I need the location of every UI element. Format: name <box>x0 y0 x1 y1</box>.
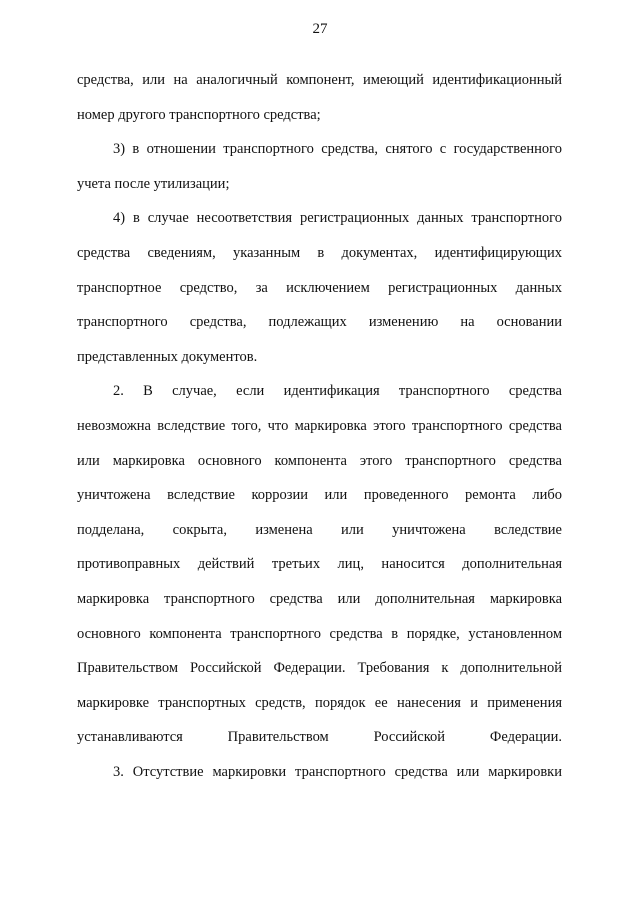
text-line: маркировка транспортного средства или дополнительная маркировка <box>77 590 562 607</box>
text-line: транспортное средство, за исключением регистрационных данных <box>77 279 562 296</box>
text-line: средства сведениям, указанным в документах, идентифицирующих <box>77 244 562 261</box>
text-line: устанавливаются Правительством Российской Федерации. <box>77 729 562 746</box>
text-line: подделана, сокрыта, изменена или уничтожена вследствие <box>77 521 562 538</box>
text-line: средства, или на аналогичный компонент, имеющий идентификационный <box>77 72 562 88</box>
text-line: учета после утилизации; <box>77 175 230 192</box>
text-line: 3. Отсутствие маркировки транспортного средства или маркировки <box>113 763 562 780</box>
text-line: представленных документов. <box>77 348 258 365</box>
text-line: 2. В случае, если идентификация транспортного средства <box>113 383 562 400</box>
text-line: невозможна вследствие того, что маркировка этого транспортного средства <box>77 417 562 434</box>
text-line: номер другого транспортного средства; <box>77 106 321 123</box>
page-number: 27 <box>312 21 328 37</box>
text-line: 3) в отношении транспортного средства, снятого с государственного <box>113 141 562 158</box>
text-line: основного компонента транспортного средства в порядке, установленном <box>77 625 562 642</box>
text-line: или маркировка основного компонента этого транспортного средства <box>77 452 562 469</box>
text-line: 4) в случае несоответствия регистрационных данных транспортного <box>113 210 562 227</box>
document-body <box>77 63 562 789</box>
text-line: Правительством Российской Федерации. Требования к дополнительной <box>77 660 562 677</box>
text-line: противоправных действий третьих лиц, наносится дополнительная <box>77 556 562 573</box>
text-line: маркировке транспортных средств, порядок ее нанесения и применения <box>77 694 562 711</box>
text-line: транспортного средства, подлежащих изменению на основании <box>77 314 562 331</box>
text-line: уничтожена вследствие коррозии или проведенного ремонта либо <box>77 487 562 504</box>
